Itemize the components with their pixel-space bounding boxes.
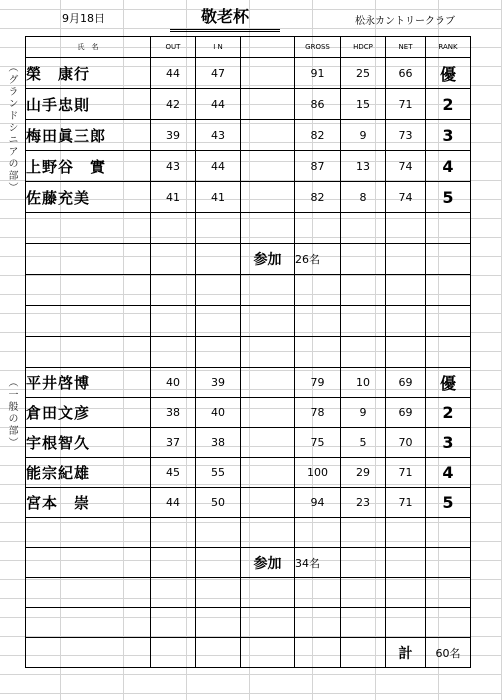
in-score: 40: [196, 398, 241, 428]
in-score: 55: [196, 458, 241, 488]
empty-cell: [341, 608, 386, 638]
empty-cell: [26, 337, 151, 368]
blank-cell: [241, 151, 295, 182]
empty-cell: [26, 578, 151, 608]
net-score: 74: [386, 182, 426, 213]
rank-value: 3: [426, 428, 471, 458]
player-name: 山手忠則: [26, 89, 151, 120]
out-score: 38: [151, 398, 196, 428]
out-score: 41: [151, 182, 196, 213]
empty-cell: [26, 244, 151, 275]
gross-score: 82: [295, 120, 341, 151]
rank-value: 4: [426, 151, 471, 182]
rank-value: 優: [426, 58, 471, 89]
participation-label: 参加: [241, 244, 295, 275]
participation-count: 34名: [295, 548, 341, 578]
out-score: 45: [151, 458, 196, 488]
empty-cell: [151, 213, 196, 244]
hdcp-value: 10: [341, 368, 386, 398]
gross-score: 78: [295, 398, 341, 428]
rank-value: 2: [426, 398, 471, 428]
empty-cell: [151, 638, 196, 668]
player-row: [26, 120, 471, 151]
empty-cell: [196, 578, 241, 608]
empty-cell: [196, 306, 241, 337]
empty-cell: [196, 608, 241, 638]
blank-cell: [241, 398, 295, 428]
column-header-in: I N: [196, 37, 241, 58]
blank-cell: [241, 89, 295, 120]
empty-row: [26, 306, 471, 337]
empty-cell: [26, 275, 151, 306]
hdcp-value: 15: [341, 89, 386, 120]
column-header-rank: RANK: [426, 37, 471, 58]
empty-cell: [426, 548, 471, 578]
participation-count: 26名: [295, 244, 341, 275]
rank-value: 4: [426, 458, 471, 488]
empty-cell: [295, 518, 341, 548]
empty-row: [26, 337, 471, 368]
empty-cell: [386, 306, 426, 337]
empty-cell: [26, 306, 151, 337]
empty-cell: [386, 337, 426, 368]
in-score: 43: [196, 120, 241, 151]
empty-row: [26, 275, 471, 306]
player-name: 宮本 崇: [26, 488, 151, 518]
player-row: [26, 428, 471, 458]
column-header-hdcp: HDCP: [341, 37, 386, 58]
participation-label: 参加: [241, 548, 295, 578]
empty-cell: [341, 548, 386, 578]
blank-cell: [241, 120, 295, 151]
rank-value: 2: [426, 89, 471, 120]
gross-score: 91: [295, 58, 341, 89]
net-score: 73: [386, 120, 426, 151]
player-name: 能宗紀雄: [26, 458, 151, 488]
net-score: 70: [386, 428, 426, 458]
player-name: 上野谷 實: [26, 151, 151, 182]
rank-value: 優: [426, 368, 471, 398]
empty-cell: [386, 548, 426, 578]
player-row: [26, 182, 471, 213]
empty-cell: [341, 638, 386, 668]
empty-cell: [241, 578, 295, 608]
hdcp-value: 29: [341, 458, 386, 488]
empty-cell: [295, 306, 341, 337]
empty-cell: [386, 213, 426, 244]
player-name: 榮 康行: [26, 58, 151, 89]
empty-cell: [151, 518, 196, 548]
in-score: 41: [196, 182, 241, 213]
player-name: 宇根智久: [26, 428, 151, 458]
score-body: [26, 58, 471, 668]
player-name: 佐藤充美: [26, 182, 151, 213]
player-row: [26, 488, 471, 518]
empty-cell: [241, 306, 295, 337]
blank-cell: [241, 182, 295, 213]
empty-cell: [151, 244, 196, 275]
empty-row: [26, 608, 471, 638]
empty-cell: [26, 608, 151, 638]
net-score: 71: [386, 458, 426, 488]
empty-cell: [295, 275, 341, 306]
in-score: 38: [196, 428, 241, 458]
empty-cell: [295, 578, 341, 608]
section-label-grand-senior: （グランドシニアの部）: [6, 62, 17, 194]
empty-cell: [295, 608, 341, 638]
hdcp-value: 25: [341, 58, 386, 89]
empty-cell: [341, 213, 386, 244]
empty-cell: [196, 638, 241, 668]
empty-cell: [341, 337, 386, 368]
empty-cell: [341, 275, 386, 306]
empty-cell: [26, 518, 151, 548]
empty-cell: [151, 608, 196, 638]
out-score: 44: [151, 58, 196, 89]
blank-cell: [241, 458, 295, 488]
out-score: 40: [151, 368, 196, 398]
empty-cell: [386, 578, 426, 608]
empty-cell: [26, 213, 151, 244]
in-score: 50: [196, 488, 241, 518]
empty-row: [26, 518, 471, 548]
participation-row: [26, 548, 471, 578]
in-score: 44: [196, 151, 241, 182]
empty-cell: [241, 638, 295, 668]
empty-cell: [241, 337, 295, 368]
player-name: 倉田文彦: [26, 398, 151, 428]
empty-cell: [426, 337, 471, 368]
gross-score: 86: [295, 89, 341, 120]
empty-cell: [196, 244, 241, 275]
hdcp-value: 23: [341, 488, 386, 518]
empty-cell: [426, 275, 471, 306]
net-score: 71: [386, 488, 426, 518]
date-label: 9月18日: [62, 12, 105, 25]
net-score: 71: [386, 89, 426, 120]
empty-cell: [241, 275, 295, 306]
column-header-blank: [241, 37, 295, 58]
empty-cell: [196, 213, 241, 244]
rank-value: 5: [426, 182, 471, 213]
hdcp-value: 5: [341, 428, 386, 458]
player-row: [26, 398, 471, 428]
column-header-out: OUT: [151, 37, 196, 58]
empty-row: [26, 578, 471, 608]
empty-cell: [426, 518, 471, 548]
column-header-net: NET: [386, 37, 426, 58]
player-row: [26, 458, 471, 488]
empty-row: [26, 213, 471, 244]
gross-score: 75: [295, 428, 341, 458]
gross-score: 100: [295, 458, 341, 488]
empty-cell: [151, 578, 196, 608]
empty-cell: [196, 275, 241, 306]
out-score: 39: [151, 120, 196, 151]
gross-score: 94: [295, 488, 341, 518]
empty-cell: [386, 518, 426, 548]
hdcp-value: 9: [341, 120, 386, 151]
rank-value: 5: [426, 488, 471, 518]
player-row: [26, 58, 471, 89]
net-score: 69: [386, 368, 426, 398]
participation-row: [26, 244, 471, 275]
out-score: 43: [151, 151, 196, 182]
empty-cell: [196, 548, 241, 578]
column-header-gross: GROSS: [295, 37, 341, 58]
empty-cell: [241, 608, 295, 638]
column-header-name: 氏 名: [26, 37, 151, 58]
empty-cell: [426, 244, 471, 275]
empty-cell: [426, 306, 471, 337]
blank-cell: [241, 428, 295, 458]
total-row: [26, 638, 471, 668]
empty-cell: [426, 608, 471, 638]
page-title: 敬老杯: [170, 4, 280, 32]
net-score: 66: [386, 58, 426, 89]
empty-cell: [241, 213, 295, 244]
empty-cell: [151, 337, 196, 368]
empty-cell: [426, 578, 471, 608]
hdcp-value: 13: [341, 151, 386, 182]
empty-cell: [386, 275, 426, 306]
hdcp-value: 8: [341, 182, 386, 213]
net-score: 69: [386, 398, 426, 428]
empty-cell: [196, 518, 241, 548]
in-score: 44: [196, 89, 241, 120]
empty-cell: [151, 306, 196, 337]
player-name: 梅田眞三郎: [26, 120, 151, 151]
player-row: [26, 368, 471, 398]
rank-value: 3: [426, 120, 471, 151]
blank-cell: [241, 368, 295, 398]
empty-cell: [295, 337, 341, 368]
total-count: 60名: [426, 638, 471, 668]
empty-cell: [241, 518, 295, 548]
total-label: 計: [386, 638, 426, 668]
empty-cell: [386, 608, 426, 638]
club-name: 松永カントリークラブ: [355, 16, 455, 27]
empty-cell: [26, 548, 151, 578]
empty-cell: [151, 548, 196, 578]
out-score: 44: [151, 488, 196, 518]
score-table: [25, 36, 471, 668]
empty-cell: [341, 244, 386, 275]
empty-cell: [341, 578, 386, 608]
player-row: [26, 89, 471, 120]
in-score: 47: [196, 58, 241, 89]
empty-cell: [295, 638, 341, 668]
empty-cell: [26, 638, 151, 668]
player-name: 平井啓博: [26, 368, 151, 398]
blank-cell: [241, 488, 295, 518]
empty-cell: [426, 213, 471, 244]
gross-score: 82: [295, 182, 341, 213]
empty-cell: [151, 275, 196, 306]
gross-score: 87: [295, 151, 341, 182]
header-row: [26, 37, 471, 58]
out-score: 37: [151, 428, 196, 458]
section-label-general: （一般の部）: [6, 377, 17, 449]
player-row: [26, 151, 471, 182]
empty-cell: [386, 244, 426, 275]
net-score: 74: [386, 151, 426, 182]
empty-cell: [341, 518, 386, 548]
hdcp-value: 9: [341, 398, 386, 428]
empty-cell: [196, 337, 241, 368]
gross-score: 79: [295, 368, 341, 398]
empty-cell: [295, 213, 341, 244]
out-score: 42: [151, 89, 196, 120]
in-score: 39: [196, 368, 241, 398]
empty-cell: [341, 306, 386, 337]
blank-cell: [241, 58, 295, 89]
